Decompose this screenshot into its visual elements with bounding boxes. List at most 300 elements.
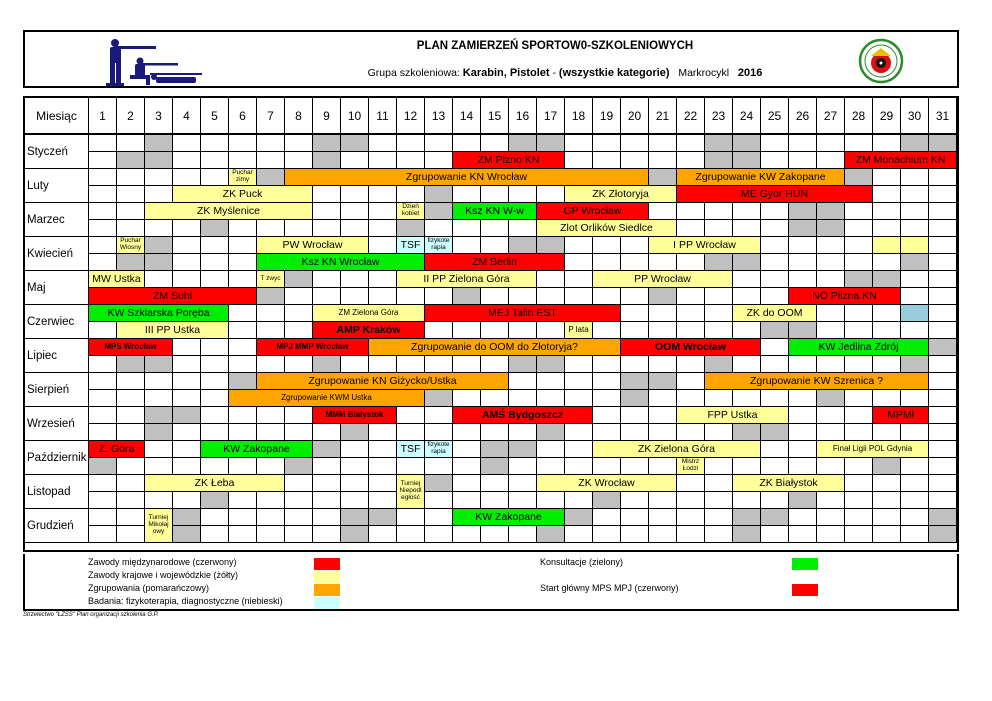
day-cell: [537, 424, 565, 441]
day-cell: [929, 203, 957, 220]
event-block[interactable]: Turniej Niepodl egłość: [397, 475, 425, 509]
day-cell: [201, 169, 229, 186]
day-header: 21: [649, 98, 677, 135]
event-block[interactable]: P lata: [565, 322, 593, 339]
day-cell: [929, 373, 957, 390]
day-cell: [509, 220, 537, 237]
event-block[interactable]: MW Ustka: [89, 271, 145, 288]
day-cell: [397, 424, 425, 441]
day-cell: [845, 322, 873, 339]
day-cell: [89, 424, 117, 441]
event-block[interactable]: MPMł: [873, 407, 929, 424]
day-cell: [565, 526, 593, 543]
day-cell: [705, 475, 733, 492]
event-block[interactable]: ZK Wrocław: [537, 475, 677, 492]
day-cell: [313, 186, 341, 203]
day-header: 23: [705, 98, 733, 135]
event-block[interactable]: ZK Łeba: [145, 475, 285, 492]
day-cell: [593, 254, 621, 271]
day-cell: [425, 526, 453, 543]
day-cell: [229, 458, 257, 475]
day-cell: [397, 526, 425, 543]
day-cell: [285, 288, 313, 305]
day-cell: [145, 373, 173, 390]
day-cell: [761, 254, 789, 271]
day-cell: [89, 407, 117, 424]
day-cell: [733, 526, 761, 543]
day-cell: [565, 458, 593, 475]
day-cell: [369, 526, 397, 543]
event-block[interactable]: Zgrupowanie do OOM do Złotoryja?: [369, 339, 621, 356]
event-block[interactable]: Z. Góra: [89, 441, 145, 458]
event-block[interactable]: AMŚ Bydgoszcz: [453, 407, 593, 424]
day-cell: [313, 509, 341, 526]
day-cell: [929, 424, 957, 441]
event-block[interactable]: ZM Monachium KN: [845, 152, 957, 169]
day-header: 7: [257, 98, 285, 135]
event-block[interactable]: Turniej Mikołaj owy: [145, 509, 173, 543]
day-cell: [509, 526, 537, 543]
day-cell: [509, 390, 537, 407]
legend: [23, 554, 959, 611]
day-cell: [313, 271, 341, 288]
day-cell: [873, 526, 901, 543]
day-cell: [425, 492, 453, 509]
event-block[interactable]: ZK Puck: [173, 186, 313, 203]
event-block[interactable]: ZK Myślenice: [145, 203, 313, 220]
event-block[interactable]: [873, 237, 901, 254]
day-cell: [733, 424, 761, 441]
day-cell: [929, 254, 957, 271]
event-block[interactable]: Zgrupowanie KN Wrocław: [285, 169, 649, 186]
day-cell: [453, 526, 481, 543]
day-cell: [425, 475, 453, 492]
day-cell: [761, 492, 789, 509]
event-block[interactable]: [901, 305, 929, 322]
month-label: Sierpień: [25, 373, 89, 407]
event-block[interactable]: MEJ Talin EST: [425, 305, 621, 322]
day-cell: [789, 509, 817, 526]
day-cell: [817, 254, 845, 271]
day-cell: [425, 203, 453, 220]
day-cell: [845, 305, 873, 322]
day-cell: [789, 203, 817, 220]
day-cell: [173, 390, 201, 407]
day-cell: [677, 152, 705, 169]
day-cell: [117, 220, 145, 237]
day-cell: [453, 237, 481, 254]
day-header: 15: [481, 98, 509, 135]
day-cell: [593, 424, 621, 441]
event-block[interactable]: GP Wrocław: [537, 203, 649, 220]
day-cell: [817, 407, 845, 424]
event-block[interactable]: TSF: [397, 441, 425, 458]
day-cell: [817, 356, 845, 373]
day-cell: [649, 322, 677, 339]
day-cell: [89, 492, 117, 509]
month-label: Luty: [25, 169, 89, 203]
day-cell: [285, 271, 313, 288]
day-header: 8: [285, 98, 313, 135]
day-cell: [201, 390, 229, 407]
day-cell: [621, 509, 649, 526]
day-cell: [845, 271, 873, 288]
day-cell: [313, 135, 341, 152]
day-cell: [257, 407, 285, 424]
day-cell: [481, 458, 509, 475]
day-cell: [537, 186, 565, 203]
event-block[interactable]: II PP Zielona Góra: [397, 271, 537, 288]
day-cell: [817, 390, 845, 407]
day-cell: [705, 356, 733, 373]
day-cell: [649, 356, 677, 373]
day-cell: [173, 152, 201, 169]
event-block[interactable]: ZM Plzno KN: [453, 152, 565, 169]
day-cell: [817, 220, 845, 237]
day-cell: [145, 152, 173, 169]
day-cell: [705, 458, 733, 475]
day-cell: [873, 135, 901, 152]
day-cell: [257, 169, 285, 186]
day-cell: [593, 322, 621, 339]
day-cell: [733, 203, 761, 220]
day-cell: [173, 271, 201, 288]
month-label: Czerwiec: [25, 305, 89, 339]
event-block[interactable]: OOM Wrocław: [621, 339, 761, 356]
day-cell: [285, 526, 313, 543]
day-cell: [873, 458, 901, 475]
event-block[interactable]: PP Wrocław: [593, 271, 733, 288]
day-cell: [705, 254, 733, 271]
event-block[interactable]: T zwyc: [257, 271, 285, 288]
legend-label: Zawody międzynarodowe (czerwony): [88, 557, 237, 567]
day-cell: [901, 475, 929, 492]
day-cell: [313, 288, 341, 305]
event-block[interactable]: MMM Białystok: [313, 407, 397, 424]
day-cell: [453, 322, 481, 339]
event-block[interactable]: [901, 237, 929, 254]
day-cell: [201, 220, 229, 237]
day-cell: [901, 220, 929, 237]
day-cell: [257, 322, 285, 339]
day-cell: [369, 220, 397, 237]
day-cell: [873, 254, 901, 271]
day-cell: [929, 220, 957, 237]
day-cell: [173, 407, 201, 424]
day-cell: [929, 305, 957, 322]
day-cell: [117, 152, 145, 169]
event-block[interactable]: AMP Kraków: [313, 322, 425, 339]
day-cell: [537, 288, 565, 305]
day-cell: [593, 526, 621, 543]
day-cell: [929, 271, 957, 288]
day-cell: [705, 424, 733, 441]
day-cell: [481, 288, 509, 305]
day-cell: [733, 288, 761, 305]
day-cell: [369, 288, 397, 305]
day-header: 30: [901, 98, 929, 135]
event-block[interactable]: ZK Złotoryja: [565, 186, 677, 203]
event-block[interactable]: ME Gyor HUN: [677, 186, 873, 203]
day-cell: [649, 254, 677, 271]
day-cell: [89, 458, 117, 475]
day-cell: [649, 492, 677, 509]
event-block[interactable]: ZK Białystok: [733, 475, 845, 492]
day-cell: [621, 322, 649, 339]
day-cell: [285, 475, 313, 492]
day-cell: [229, 220, 257, 237]
day-cell: [145, 424, 173, 441]
day-cell: [845, 424, 873, 441]
day-cell: [789, 424, 817, 441]
day-cell: [117, 203, 145, 220]
day-cell: [789, 237, 817, 254]
day-cell: [565, 271, 593, 288]
day-cell: [901, 390, 929, 407]
day-cell: [313, 475, 341, 492]
day-cell: [313, 526, 341, 543]
day-cell: [369, 424, 397, 441]
day-cell: [369, 237, 397, 254]
legend-swatch: [314, 571, 340, 583]
day-cell: [901, 254, 929, 271]
event-block[interactable]: Zgrupowanie KW Zakopane: [677, 169, 845, 186]
event-block[interactable]: MPS Wrocław: [89, 339, 173, 356]
day-cell: [537, 492, 565, 509]
day-cell: [341, 356, 369, 373]
day-cell: [89, 203, 117, 220]
day-cell: [789, 356, 817, 373]
day-cell: [677, 373, 705, 390]
day-cell: [341, 441, 369, 458]
day-cell: [593, 458, 621, 475]
day-cell: [901, 458, 929, 475]
day-cell: [845, 390, 873, 407]
day-cell: [761, 356, 789, 373]
day-cell: [649, 135, 677, 152]
day-cell: [565, 509, 593, 526]
event-block[interactable]: fizykote rapia: [425, 441, 453, 458]
day-cell: [229, 356, 257, 373]
event-block[interactable]: ZM Zielona Góra: [313, 305, 425, 322]
day-cell: [341, 492, 369, 509]
event-block[interactable]: Puchar Wiosny: [117, 237, 145, 254]
day-cell: [901, 322, 929, 339]
day-cell: [201, 407, 229, 424]
day-cell: [733, 356, 761, 373]
event-block[interactable]: Ksz KN Wrocław: [257, 254, 425, 271]
month-label: Maj: [25, 271, 89, 305]
event-block[interactable]: III PP Ustka: [117, 322, 229, 339]
day-cell: [145, 254, 173, 271]
day-cell: [509, 135, 537, 152]
day-cell: [341, 526, 369, 543]
event-block[interactable]: KW Szklarska Poręba: [89, 305, 229, 322]
day-cell: [761, 203, 789, 220]
day-cell: [761, 135, 789, 152]
day-cell: [201, 339, 229, 356]
day-cell: [341, 509, 369, 526]
day-cell: [733, 220, 761, 237]
day-cell: [761, 237, 789, 254]
day-cell: [145, 492, 173, 509]
event-block[interactable]: ZM Suhl: [89, 288, 257, 305]
event-block[interactable]: fizykote rapia: [425, 237, 453, 254]
event-block[interactable]: Zgrupowanie KWM Ustka: [229, 390, 425, 407]
day-cell: [509, 492, 537, 509]
day-cell: [761, 220, 789, 237]
day-cell: [313, 220, 341, 237]
day-header: 3: [145, 98, 173, 135]
day-header: 28: [845, 98, 873, 135]
day-cell: [201, 135, 229, 152]
day-cell: [789, 526, 817, 543]
day-cell: [873, 509, 901, 526]
day-cell: [817, 322, 845, 339]
plan-subtitle: [315, 67, 815, 79]
event-block[interactable]: MPJ MMP Wrocław: [257, 339, 369, 356]
day-cell: [285, 356, 313, 373]
day-cell: [873, 169, 901, 186]
day-cell: [537, 526, 565, 543]
event-block[interactable]: Zgrupowanie KW Szrenica ?: [705, 373, 929, 390]
cycle-label: Markrocykl: [678, 67, 730, 79]
day-cell: [341, 475, 369, 492]
day-cell: [873, 475, 901, 492]
day-cell: [453, 441, 481, 458]
day-cell: [929, 441, 957, 458]
event-block[interactable]: KW Jedlina Zdrój: [789, 339, 929, 356]
day-cell: [145, 186, 173, 203]
day-cell: [201, 526, 229, 543]
day-cell: [593, 407, 621, 424]
day-cell: [229, 407, 257, 424]
day-cell: [817, 492, 845, 509]
day-cell: [845, 135, 873, 152]
day-cell: [901, 288, 929, 305]
day-cell: [481, 475, 509, 492]
day-cell: [761, 509, 789, 526]
day-cell: [649, 458, 677, 475]
day-cell: [89, 322, 117, 339]
day-cell: [369, 152, 397, 169]
day-cell: [285, 322, 313, 339]
day-cell: [817, 152, 845, 169]
event-block[interactable]: ZK Zielona Góra: [593, 441, 761, 458]
day-cell: [649, 424, 677, 441]
day-header: 6: [229, 98, 257, 135]
day-cell: [537, 237, 565, 254]
day-cell: [285, 220, 313, 237]
event-block[interactable]: TSF: [397, 237, 425, 254]
month-label: Kwiecień: [25, 237, 89, 271]
legend-swatch: [314, 584, 340, 596]
day-cell: [733, 254, 761, 271]
day-cell: [117, 186, 145, 203]
day-cell: [789, 220, 817, 237]
day-cell: [677, 305, 705, 322]
event-block[interactable]: FPP Ustka: [677, 407, 789, 424]
day-cell: [845, 458, 873, 475]
event-block[interactable]: Zlot Orlików Siedlce: [537, 220, 677, 237]
day-cell: [117, 390, 145, 407]
day-cell: [173, 169, 201, 186]
day-cell: [341, 135, 369, 152]
event-block[interactable]: Mistrz Łodzi: [677, 458, 705, 475]
day-cell: [425, 356, 453, 373]
day-cell: [397, 356, 425, 373]
day-cell: [313, 492, 341, 509]
group-separator: -: [552, 67, 556, 79]
day-cell: [201, 492, 229, 509]
day-cell: [705, 509, 733, 526]
day-cell: [257, 220, 285, 237]
day-cell: [565, 254, 593, 271]
day-cell: [817, 135, 845, 152]
day-cell: [229, 526, 257, 543]
event-block[interactable]: Finał Ligii POL Gdynia: [817, 441, 929, 458]
day-cell: [117, 492, 145, 509]
day-header: 16: [509, 98, 537, 135]
day-cell: [537, 135, 565, 152]
month-label: Październik: [25, 441, 89, 475]
day-cell: [873, 322, 901, 339]
day-cell: [677, 526, 705, 543]
federation-logo: [857, 38, 905, 89]
group-value: Karabin, Pistolet: [462, 67, 550, 79]
day-cell: [873, 390, 901, 407]
day-cell: [593, 356, 621, 373]
day-cell: [481, 220, 509, 237]
day-cell: [481, 390, 509, 407]
event-block[interactable]: NO Pilzna KN: [789, 288, 901, 305]
event-block[interactable]: I PP Wrocław: [649, 237, 761, 254]
event-block[interactable]: ZM Berlin: [425, 254, 565, 271]
day-cell: [89, 390, 117, 407]
day-cell: [565, 356, 593, 373]
event-block[interactable]: KW Zakopane: [453, 509, 565, 526]
day-cell: [229, 237, 257, 254]
day-cell: [761, 424, 789, 441]
day-cell: [873, 424, 901, 441]
day-cell: [537, 271, 565, 288]
month-label: Listopad: [25, 475, 89, 509]
event-block[interactable]: Puchar zimy: [229, 169, 257, 186]
day-cell: [229, 135, 257, 152]
day-cell: [649, 288, 677, 305]
event-block[interactable]: Zgrupowanie KN Giżycko/Ustka: [257, 373, 509, 390]
day-cell: [565, 237, 593, 254]
day-cell: [621, 152, 649, 169]
day-cell: [173, 509, 201, 526]
day-cell: [201, 237, 229, 254]
day-cell: [285, 152, 313, 169]
day-cell: [677, 135, 705, 152]
event-block[interactable]: Ksz KN W-w: [453, 203, 537, 220]
day-header: 4: [173, 98, 201, 135]
event-block[interactable]: ZK do OOM: [733, 305, 817, 322]
event-block[interactable]: KW Zakopane: [201, 441, 313, 458]
day-cell: [929, 390, 957, 407]
event-block[interactable]: PW Wrocław: [257, 237, 369, 254]
day-cell: [817, 237, 845, 254]
day-cell: [649, 305, 677, 322]
day-cell: [89, 237, 117, 254]
day-cell: [89, 373, 117, 390]
day-cell: [369, 203, 397, 220]
day-cell: [145, 220, 173, 237]
event-block[interactable]: Dzień kobiet: [397, 203, 425, 220]
